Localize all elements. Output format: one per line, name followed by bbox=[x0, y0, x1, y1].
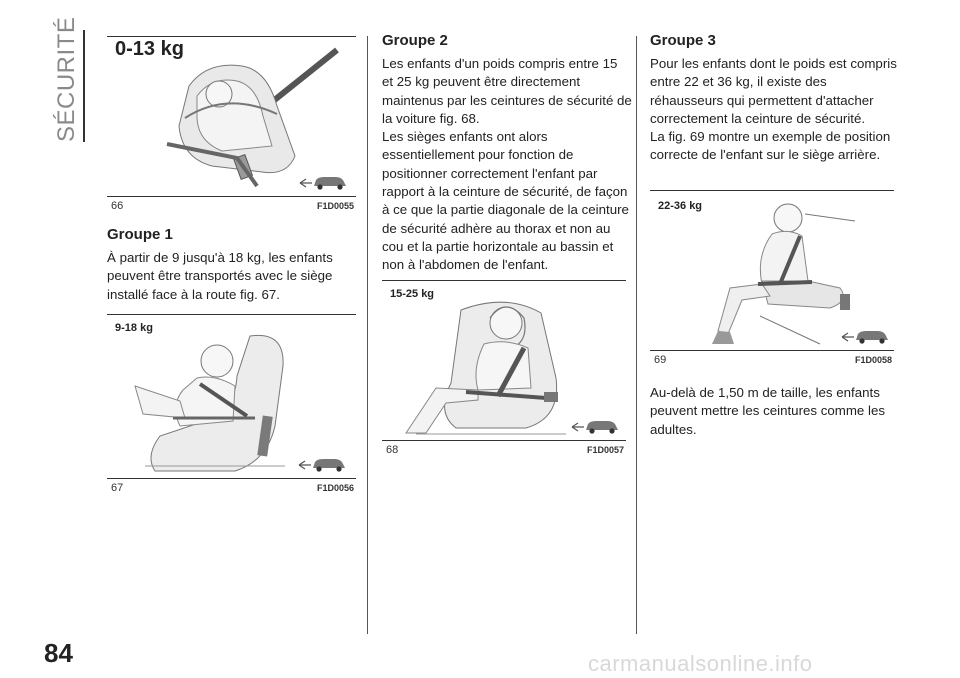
figure-weight-label: 22-36 kg bbox=[658, 200, 703, 212]
section-text-groupe-1: À partir de 9 jusqu'à 18 kg, les enfants peuvent être transportés avec le siège installé face à la route fig. 67. bbox=[107, 250, 333, 302]
figure-top-rule bbox=[107, 314, 356, 315]
column-divider-2 bbox=[636, 36, 637, 634]
figure-code: F1D0058 bbox=[854, 355, 892, 365]
section-tab bbox=[52, 16, 82, 142]
figure-top-rule bbox=[107, 36, 356, 37]
figure-weight-label: 9-18 kg bbox=[115, 322, 153, 334]
figure-bottom-rule bbox=[382, 440, 626, 441]
car-direction-icon bbox=[298, 174, 348, 197]
page-number: 84 bbox=[44, 638, 73, 668]
booster-seat-illustration bbox=[406, 288, 571, 438]
figure-number: 66 bbox=[111, 200, 124, 212]
figure-68 bbox=[382, 280, 626, 460]
figure-weight-label: 0-13 kg bbox=[115, 38, 184, 60]
car-direction-icon bbox=[840, 328, 890, 351]
booster-cushion-illustration bbox=[690, 196, 860, 346]
column-divider-1 bbox=[367, 36, 368, 634]
figure-code: F1D0055 bbox=[316, 201, 354, 211]
section-text-groupe-3: Pour les enfants dont le poids est compris entre 22 et 36 kg, il existe des réhausseurs qui permettent d'attacher correctement la ceinture de sécurité. La fig. 69 montre un exemple de position correcte de l'enfant sur le siège arrière. bbox=[650, 56, 897, 163]
figure-bottom-rule bbox=[650, 350, 894, 351]
figure-code: F1D0056 bbox=[316, 483, 354, 493]
figure-69 bbox=[650, 190, 894, 370]
figure-top-rule bbox=[382, 280, 626, 281]
section-heading-groupe-3: Groupe 3 bbox=[650, 32, 716, 49]
figure-66 bbox=[107, 36, 356, 216]
forward-facing-seat-illustration bbox=[135, 326, 295, 474]
figure-bottom-rule bbox=[107, 196, 356, 197]
section-heading-groupe-1: Groupe 1 bbox=[107, 226, 173, 243]
figure-number: 67 bbox=[111, 482, 124, 494]
section-text-groupe-2: Les enfants d'un poids compris entre 15 et 25 kg peuvent être directement maintenus par les ceintures de sécurité de la voiture fig. 68. Les sièges enfants ont alors essentiellement pour fonction de positionner correctement l'enfant par rapport à la ceinture de sécurité, de façon à ce que la partie diagonale de la ceinture de sécurité adhère au thorax et non au cou et la partie horizontale au bassin et non à l'abdomen de l'enfant. bbox=[382, 56, 632, 273]
car-direction-icon bbox=[297, 456, 347, 479]
figure-weight-label: 15-25 kg bbox=[390, 288, 435, 300]
watermark: carmanualsonline.info bbox=[588, 651, 813, 676]
section-heading-groupe-2: Groupe 2 bbox=[382, 32, 448, 49]
figure-67 bbox=[107, 314, 356, 494]
figure-code: F1D0057 bbox=[586, 445, 624, 455]
figure-top-rule bbox=[650, 190, 894, 191]
figure-bottom-rule bbox=[107, 478, 356, 479]
figure-number: 69 bbox=[654, 354, 667, 366]
final-note-text: Au-delà de 1,50 m de taille, les enfants peuvent mettre les ceintures comme les adultes. bbox=[650, 385, 886, 437]
figure-number: 68 bbox=[386, 444, 399, 456]
car-direction-icon bbox=[570, 418, 620, 441]
section-tab-rule bbox=[83, 30, 85, 142]
section-tab-label: SÉCURITÉ bbox=[53, 16, 80, 142]
